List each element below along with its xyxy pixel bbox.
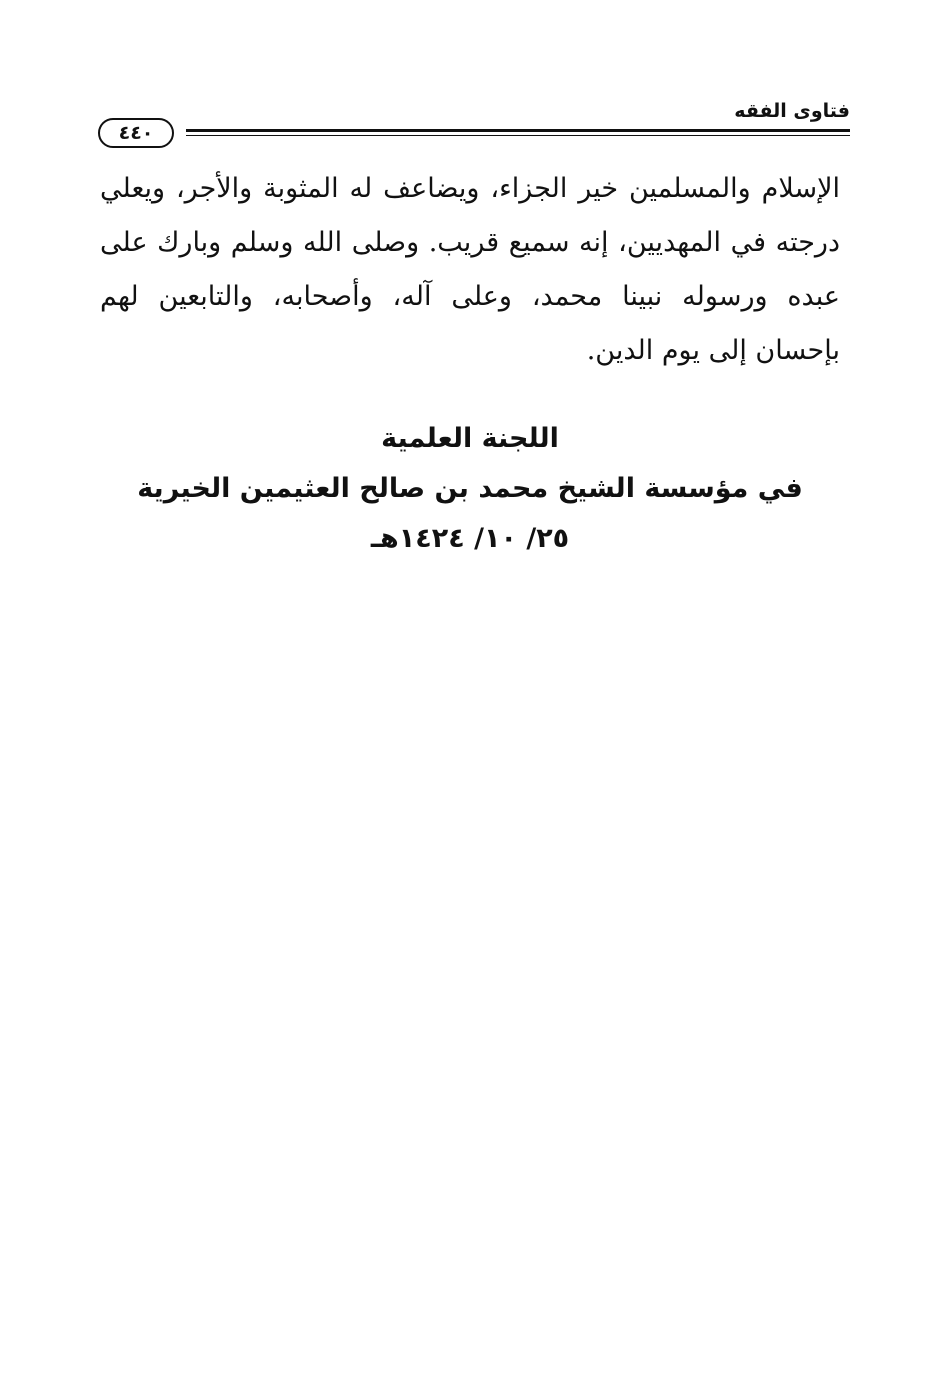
signature-committee: اللجنة العلمية — [381, 423, 559, 454]
page-number: ٤٤٠ — [98, 118, 174, 148]
header-rule-thick — [186, 129, 850, 132]
signature-foundation: في مؤسسة الشيخ محمد بن صالح العثيمين الخيرية — [137, 473, 803, 504]
page-header — [98, 96, 850, 156]
book-title: فتاوى الفقه — [734, 100, 850, 122]
signature-date: ٢٥/ ١٠/ ١٤٢٤هـ — [370, 523, 570, 554]
body-text — [100, 162, 840, 378]
signature-block — [100, 414, 840, 564]
body-paragraph: الإسلام والمسلمين خير الجزاء، ويضاعف له المثوبة والأجر، ويعلي درجته في المهديين، إنه سميع قريب. وصلى الله وسلم وبارك على عبده ورسوله نبينا محمد، وعلى آله، وأصحابه، والتابعين لهم بإحسان إلى يوم الدين. — [100, 173, 840, 366]
header-rule-thin — [186, 135, 850, 136]
